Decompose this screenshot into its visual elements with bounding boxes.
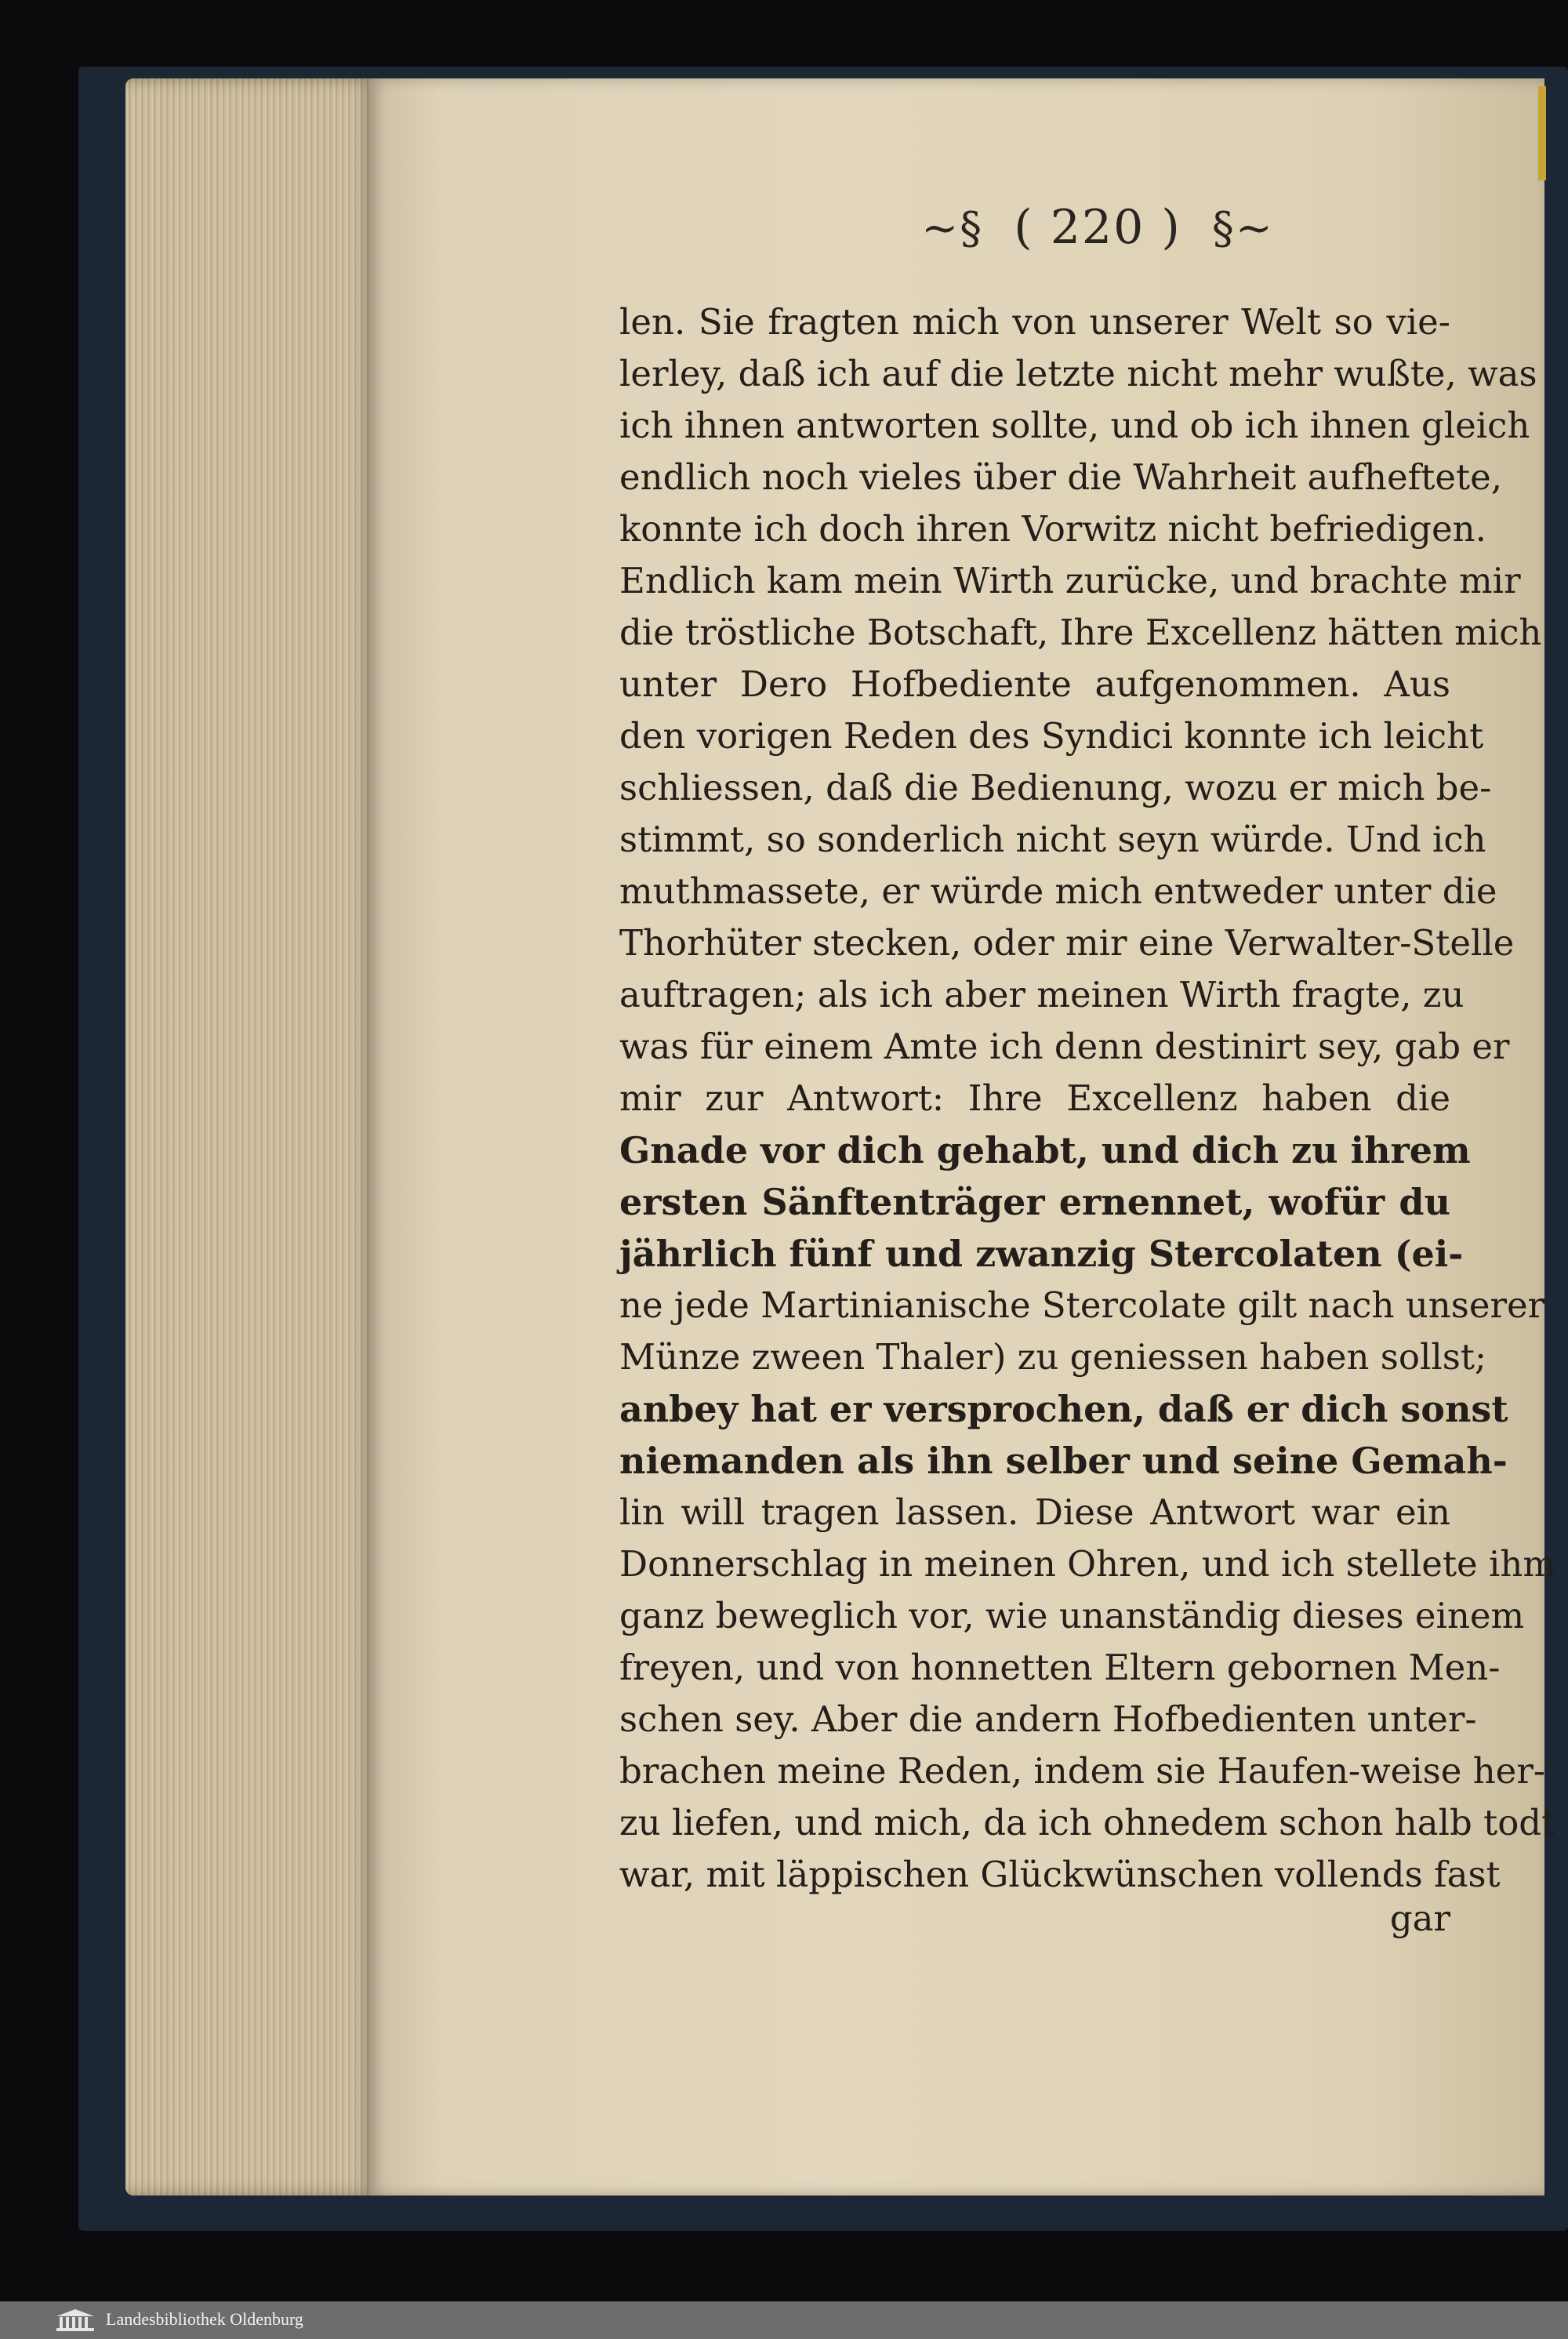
text-line: stimmt, so sonderlich nicht seyn würde. Und ich: [619, 819, 1486, 860]
text-line: die tröstliche Botschaft, Ihre Excellenz hätten mich: [619, 612, 1542, 653]
text-line: muthmassete, er würde mich entweder unter die: [619, 870, 1497, 912]
page-number: 220: [1050, 200, 1145, 255]
text-line: ersten Sänftenträger ernennet, wofür du: [619, 1181, 1450, 1223]
text-line: Gnade vor dich gehabt, und dich zu ihrem: [619, 1129, 1471, 1171]
text-line: war, mit läppischen Glückwünschen vollends fast: [619, 1854, 1501, 1895]
page-edges: [125, 78, 376, 2196]
text-line: auftragen; als ich aber meinen Wirth fragte, zu: [619, 974, 1465, 1015]
library-building-icon: [55, 2308, 96, 2333]
text-line: ne jede Martinianische Stercolate gilt nach unserer: [619, 1284, 1545, 1326]
catchword: gar: [1389, 1898, 1450, 1939]
text-line: mir zur Antwort: Ihre Excellenz haben die: [619, 1077, 1450, 1119]
page-number-group: [1014, 200, 1198, 255]
footer-bar: [0, 2301, 1568, 2339]
text-line: unter Dero Hofbediente aufgenommen. Aus: [619, 663, 1450, 705]
left-ornament-icon: ~§: [921, 203, 984, 254]
text-line: Endlich kam mein Wirth zurücke, und brachte mir: [619, 560, 1521, 601]
text-line: brachen meine Reden, indem sie Haufen-weise her-: [619, 1750, 1546, 1792]
text-line: len. Sie fragten mich von unserer Welt so vie-: [619, 301, 1450, 343]
text-line: was für einem Amte ich denn destinirt sey, gab er: [619, 1026, 1510, 1067]
library-name: Landesbibliothek Oldenburg: [106, 2309, 303, 2329]
paren-close: ): [1161, 200, 1181, 255]
text-line: freyen, und von honnetten Eltern gebornen Men-: [619, 1647, 1501, 1688]
text-line: konnte ich doch ihren Vorwitz nicht befriedigen.: [619, 508, 1486, 550]
text-line: lerley, daß ich auf die letzte nicht mehr wußte, was: [619, 353, 1537, 394]
paren-open: (: [1014, 200, 1034, 255]
text-line: ganz beweglich vor, wie unanständig dieses einem: [619, 1595, 1525, 1636]
text-line: anbey hat er versprochen, daß er dich sonst: [619, 1388, 1508, 1430]
text-line: jährlich fünf und zwanzig Stercolaten (ei-: [619, 1233, 1464, 1275]
text-line: zu liefen, und mich, da ich ohnedem schon halb todt: [619, 1802, 1556, 1843]
text-block: [619, 296, 1557, 1901]
text-line: Thorhüter stecken, oder mir eine Verwalter-Stelle: [619, 922, 1515, 964]
text-line: Donnerschlag in meinen Ohren, und ich stellete ihm: [619, 1543, 1557, 1585]
text-line: lin will tragen lassen. Diese Antwort war ein: [619, 1491, 1450, 1533]
text-line: niemanden als ihn selber und seine Gemah-: [619, 1440, 1508, 1482]
text-line: Münze zween Thaler) zu geniessen haben sollst;: [619, 1336, 1487, 1378]
bookmark-ribbon: [1538, 86, 1546, 180]
text-line: ich ihnen antworten sollte, und ob ich ihnen gleich: [619, 405, 1530, 446]
text-line: schen sey. Aber die andern Hofbedienten unter-: [619, 1698, 1477, 1740]
text-line: endlich noch vieles über die Wahrheit aufheftete,: [619, 456, 1503, 498]
text-line: den vorigen Reden des Syndici konnte ich leicht: [619, 715, 1484, 757]
text-line: schliessen, daß die Bedienung, wozu er mich be-: [619, 767, 1492, 808]
running-head: [823, 200, 1372, 255]
right-ornament-icon: §~: [1211, 203, 1274, 254]
